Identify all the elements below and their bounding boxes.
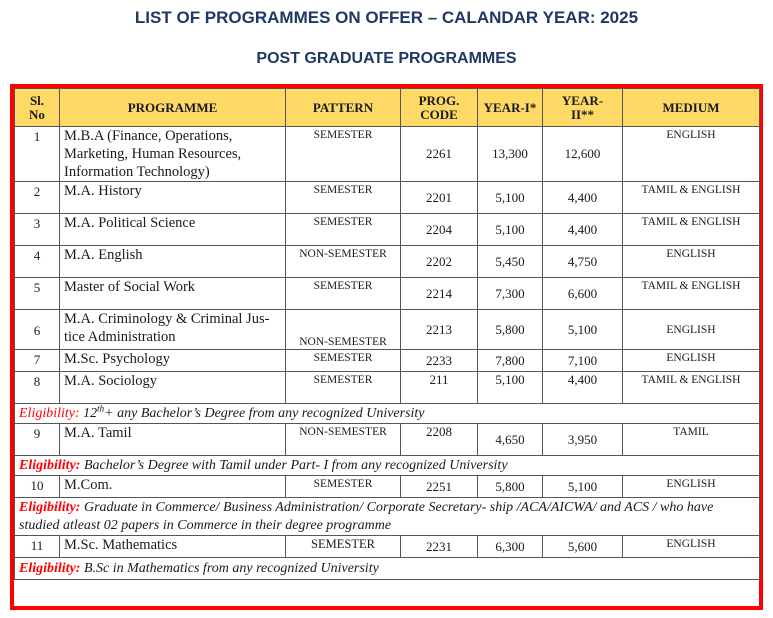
header-code: PROG. CODE — [401, 89, 478, 127]
medium-cell: ENGLISH — [623, 350, 760, 372]
code-cell: 2202 — [401, 246, 478, 278]
programme-cell: M.B.A (Finance, Operations, Marketing, Human Resources, Information Technology) — [60, 127, 286, 182]
medium-cell: ENGLISH — [623, 476, 760, 498]
medium-cell: TAMIL & ENGLISH — [623, 214, 760, 246]
programme-cell: M.A. Criminology & Criminal Jus-tice Administration — [60, 310, 286, 350]
pattern-cell: NON-SEMESTER — [286, 246, 401, 278]
programme-cell: M.A. Political Science — [60, 214, 286, 246]
medium-cell: ENGLISH — [623, 536, 760, 558]
table-row — [15, 246, 760, 278]
pattern-cell: SEMESTER — [286, 182, 401, 214]
year2-cell: 12,600 — [543, 127, 623, 182]
eligibility-row — [15, 456, 760, 476]
table-row — [15, 476, 760, 498]
eligibility-row — [15, 498, 760, 536]
medium-cell: TAMIL & ENGLISH — [623, 372, 760, 404]
eligibility-row — [15, 558, 760, 580]
medium-cell: TAMIL & ENGLISH — [623, 182, 760, 214]
pattern-cell: SEMESTER — [286, 278, 401, 310]
sl-cell: 8 — [15, 372, 60, 404]
sl-cell: 7 — [15, 350, 60, 372]
pattern-cell: SEMESTER — [286, 372, 401, 404]
pattern-cell: SEMESTER — [286, 536, 401, 558]
table-row — [15, 278, 760, 310]
sl-cell: 5 — [15, 278, 60, 310]
eligibility-text: Eligibility: Bachelor’s Degree with Tamil under Part- I from any recognized University — [15, 456, 760, 476]
code-cell: 2251 — [401, 476, 478, 498]
pattern-cell: SEMESTER — [286, 350, 401, 372]
table-row — [15, 310, 760, 350]
pattern-cell: SEMESTER — [286, 476, 401, 498]
eligibility-row — [15, 404, 760, 424]
sl-cell: 10 — [15, 476, 60, 498]
pattern-cell: SEMESTER — [286, 214, 401, 246]
header-sl: Sl. No — [15, 89, 60, 127]
year1-cell: 13,300 — [478, 127, 543, 182]
code-cell: 2208 — [401, 424, 478, 456]
code-cell: 211 — [401, 372, 478, 404]
programme-cell: M.Sc. Psychology — [60, 350, 286, 372]
sl-cell: 9 — [15, 424, 60, 456]
year1-cell: 4,650 — [478, 424, 543, 456]
year1-cell: 6,300 — [478, 536, 543, 558]
year2-cell: 5,100 — [543, 310, 623, 350]
table-row — [15, 182, 760, 214]
table-row — [15, 127, 760, 182]
sl-cell: 3 — [15, 214, 60, 246]
year1-cell: 5,800 — [478, 476, 543, 498]
programme-table — [14, 88, 760, 580]
pattern-cell: NON-SEMESTER — [286, 424, 401, 456]
year2-cell: 7,100 — [543, 350, 623, 372]
table-row — [15, 424, 760, 456]
table-row — [15, 350, 760, 372]
sl-cell: 4 — [15, 246, 60, 278]
programme-cell: M.A. Sociology — [60, 372, 286, 404]
table-row — [15, 214, 760, 246]
pattern-cell: NON-SEMESTER — [286, 310, 401, 350]
year1-cell: 7,800 — [478, 350, 543, 372]
medium-cell: ENGLISH — [623, 246, 760, 278]
medium-cell: ENGLISH — [623, 127, 760, 182]
header-programme: PROGRAMME — [60, 89, 286, 127]
header-year1: YEAR-I* — [478, 89, 543, 127]
year1-cell: 5,100 — [478, 214, 543, 246]
header-medium: MEDIUM — [623, 89, 760, 127]
year1-cell: 5,100 — [478, 182, 543, 214]
code-cell: 2213 — [401, 310, 478, 350]
programme-table-frame — [10, 84, 763, 610]
table-row — [15, 536, 760, 558]
year1-cell: 5,450 — [478, 246, 543, 278]
year2-cell: 5,600 — [543, 536, 623, 558]
header-year2: YEAR- II** — [543, 89, 623, 127]
header-pattern: PATTERN — [286, 89, 401, 127]
year2-cell: 4,400 — [543, 372, 623, 404]
table-row — [15, 372, 760, 404]
programme-cell: M.A. Tamil — [60, 424, 286, 456]
programme-cell: M.A. English — [60, 246, 286, 278]
medium-cell: TAMIL — [623, 424, 760, 456]
medium-cell: ENGLISH — [623, 310, 760, 350]
programme-cell: M.Sc. Mathematics — [60, 536, 286, 558]
programme-cell: M.A. History — [60, 182, 286, 214]
code-cell: 2214 — [401, 278, 478, 310]
year2-cell: 4,750 — [543, 246, 623, 278]
year2-cell: 5,100 — [543, 476, 623, 498]
code-cell: 2204 — [401, 214, 478, 246]
year1-cell: 5,100 — [478, 372, 543, 404]
programme-cell: M.Com. — [60, 476, 286, 498]
medium-cell: TAMIL & ENGLISH — [623, 278, 760, 310]
code-cell: 2261 — [401, 127, 478, 182]
sl-cell: 11 — [15, 536, 60, 558]
year1-cell: 7,300 — [478, 278, 543, 310]
eligibility-text: Eligibility: B.Sc in Mathematics from any recognized University — [15, 558, 760, 580]
table-header-row — [15, 89, 760, 127]
year1-cell: 5,800 — [478, 310, 543, 350]
year2-cell: 3,950 — [543, 424, 623, 456]
sl-cell: 2 — [15, 182, 60, 214]
code-cell: 2201 — [401, 182, 478, 214]
year2-cell: 6,600 — [543, 278, 623, 310]
pattern-cell: SEMESTER — [286, 127, 401, 182]
sl-cell: 1 — [15, 127, 60, 182]
page-subtitle: POST GRADUATE PROGRAMMES — [256, 50, 517, 67]
eligibility-text: Eligibility: 12th+ any Bachelor’s Degree from any recognized University — [15, 404, 760, 424]
code-cell: 2233 — [401, 350, 478, 372]
year2-cell: 4,400 — [543, 214, 623, 246]
eligibility-text: Eligibility: Graduate in Commerce/ Business Administration/ Corporate Secretary- ship /ACA/AICWA/ and ACS / who have studied atleast 02 papers in Commerce in their degree programme — [15, 498, 760, 536]
year2-cell: 4,400 — [543, 182, 623, 214]
programme-cell: Master of Social Work — [60, 278, 286, 310]
sl-cell: 6 — [15, 310, 60, 350]
page-title: LIST OF PROGRAMMES ON OFFER – CALANDAR YEAR: 2025 — [134, 8, 639, 27]
code-cell: 2231 — [401, 536, 478, 558]
